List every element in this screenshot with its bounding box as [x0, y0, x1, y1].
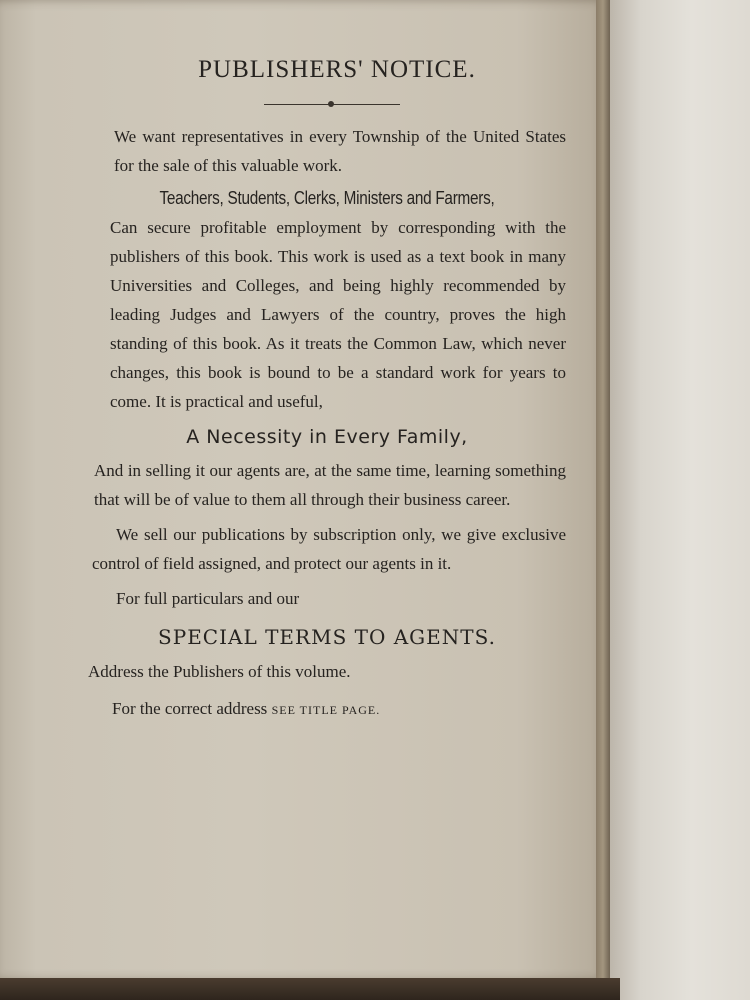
heading-special-terms: SPECIAL TERMS TO AGENTS.: [158, 625, 496, 649]
page-title: PUBLISHERS' NOTICE.: [198, 56, 476, 83]
paragraph-representatives: We want representatives in every Township of the United States for the sale of this valuable work.: [114, 127, 566, 175]
paragraph-agents-learning: And in selling it our agents are, at the same time, learning something that will be of value to them all through their business career.: [94, 461, 566, 509]
paragraph-address: Address the Publishers of this volume.: [88, 662, 351, 681]
right-page: [604, 0, 750, 1000]
paragraph-employment: Can secure profitable employment by corresponding with the publishers of this book. This work is used as a text book in many Universities and Colleges, and being highly recommended by leading Judges and Lawyers of the country, proves the high standing of this book. As it treats the Common Law, which never changes, this book is bound to be a standard work for years to come. It is practical and useful,: [110, 218, 566, 411]
paragraph-full-particulars: For full particulars and our: [116, 589, 300, 608]
correct-address-text: For the correct address: [112, 699, 272, 718]
paragraph-subscription: We sell our publications by subscription only, we give exclusive control of field assigned, and protect our agents in it.: [92, 525, 566, 573]
paragraph-correct-address: [88, 694, 566, 725]
ornament-divider: [88, 98, 566, 112]
heading-necessity: A Necessity in Every Family,: [186, 426, 468, 448]
notice-content: [88, 56, 566, 725]
heading-professions: Teachers, Students, Clerks, Ministers and Farmers,: [159, 188, 495, 208]
ornament-dot: [328, 101, 334, 107]
page-edge: [596, 0, 610, 985]
table-surface: [0, 978, 620, 1000]
see-title-page: SEE TITLE PAGE.: [271, 703, 381, 717]
